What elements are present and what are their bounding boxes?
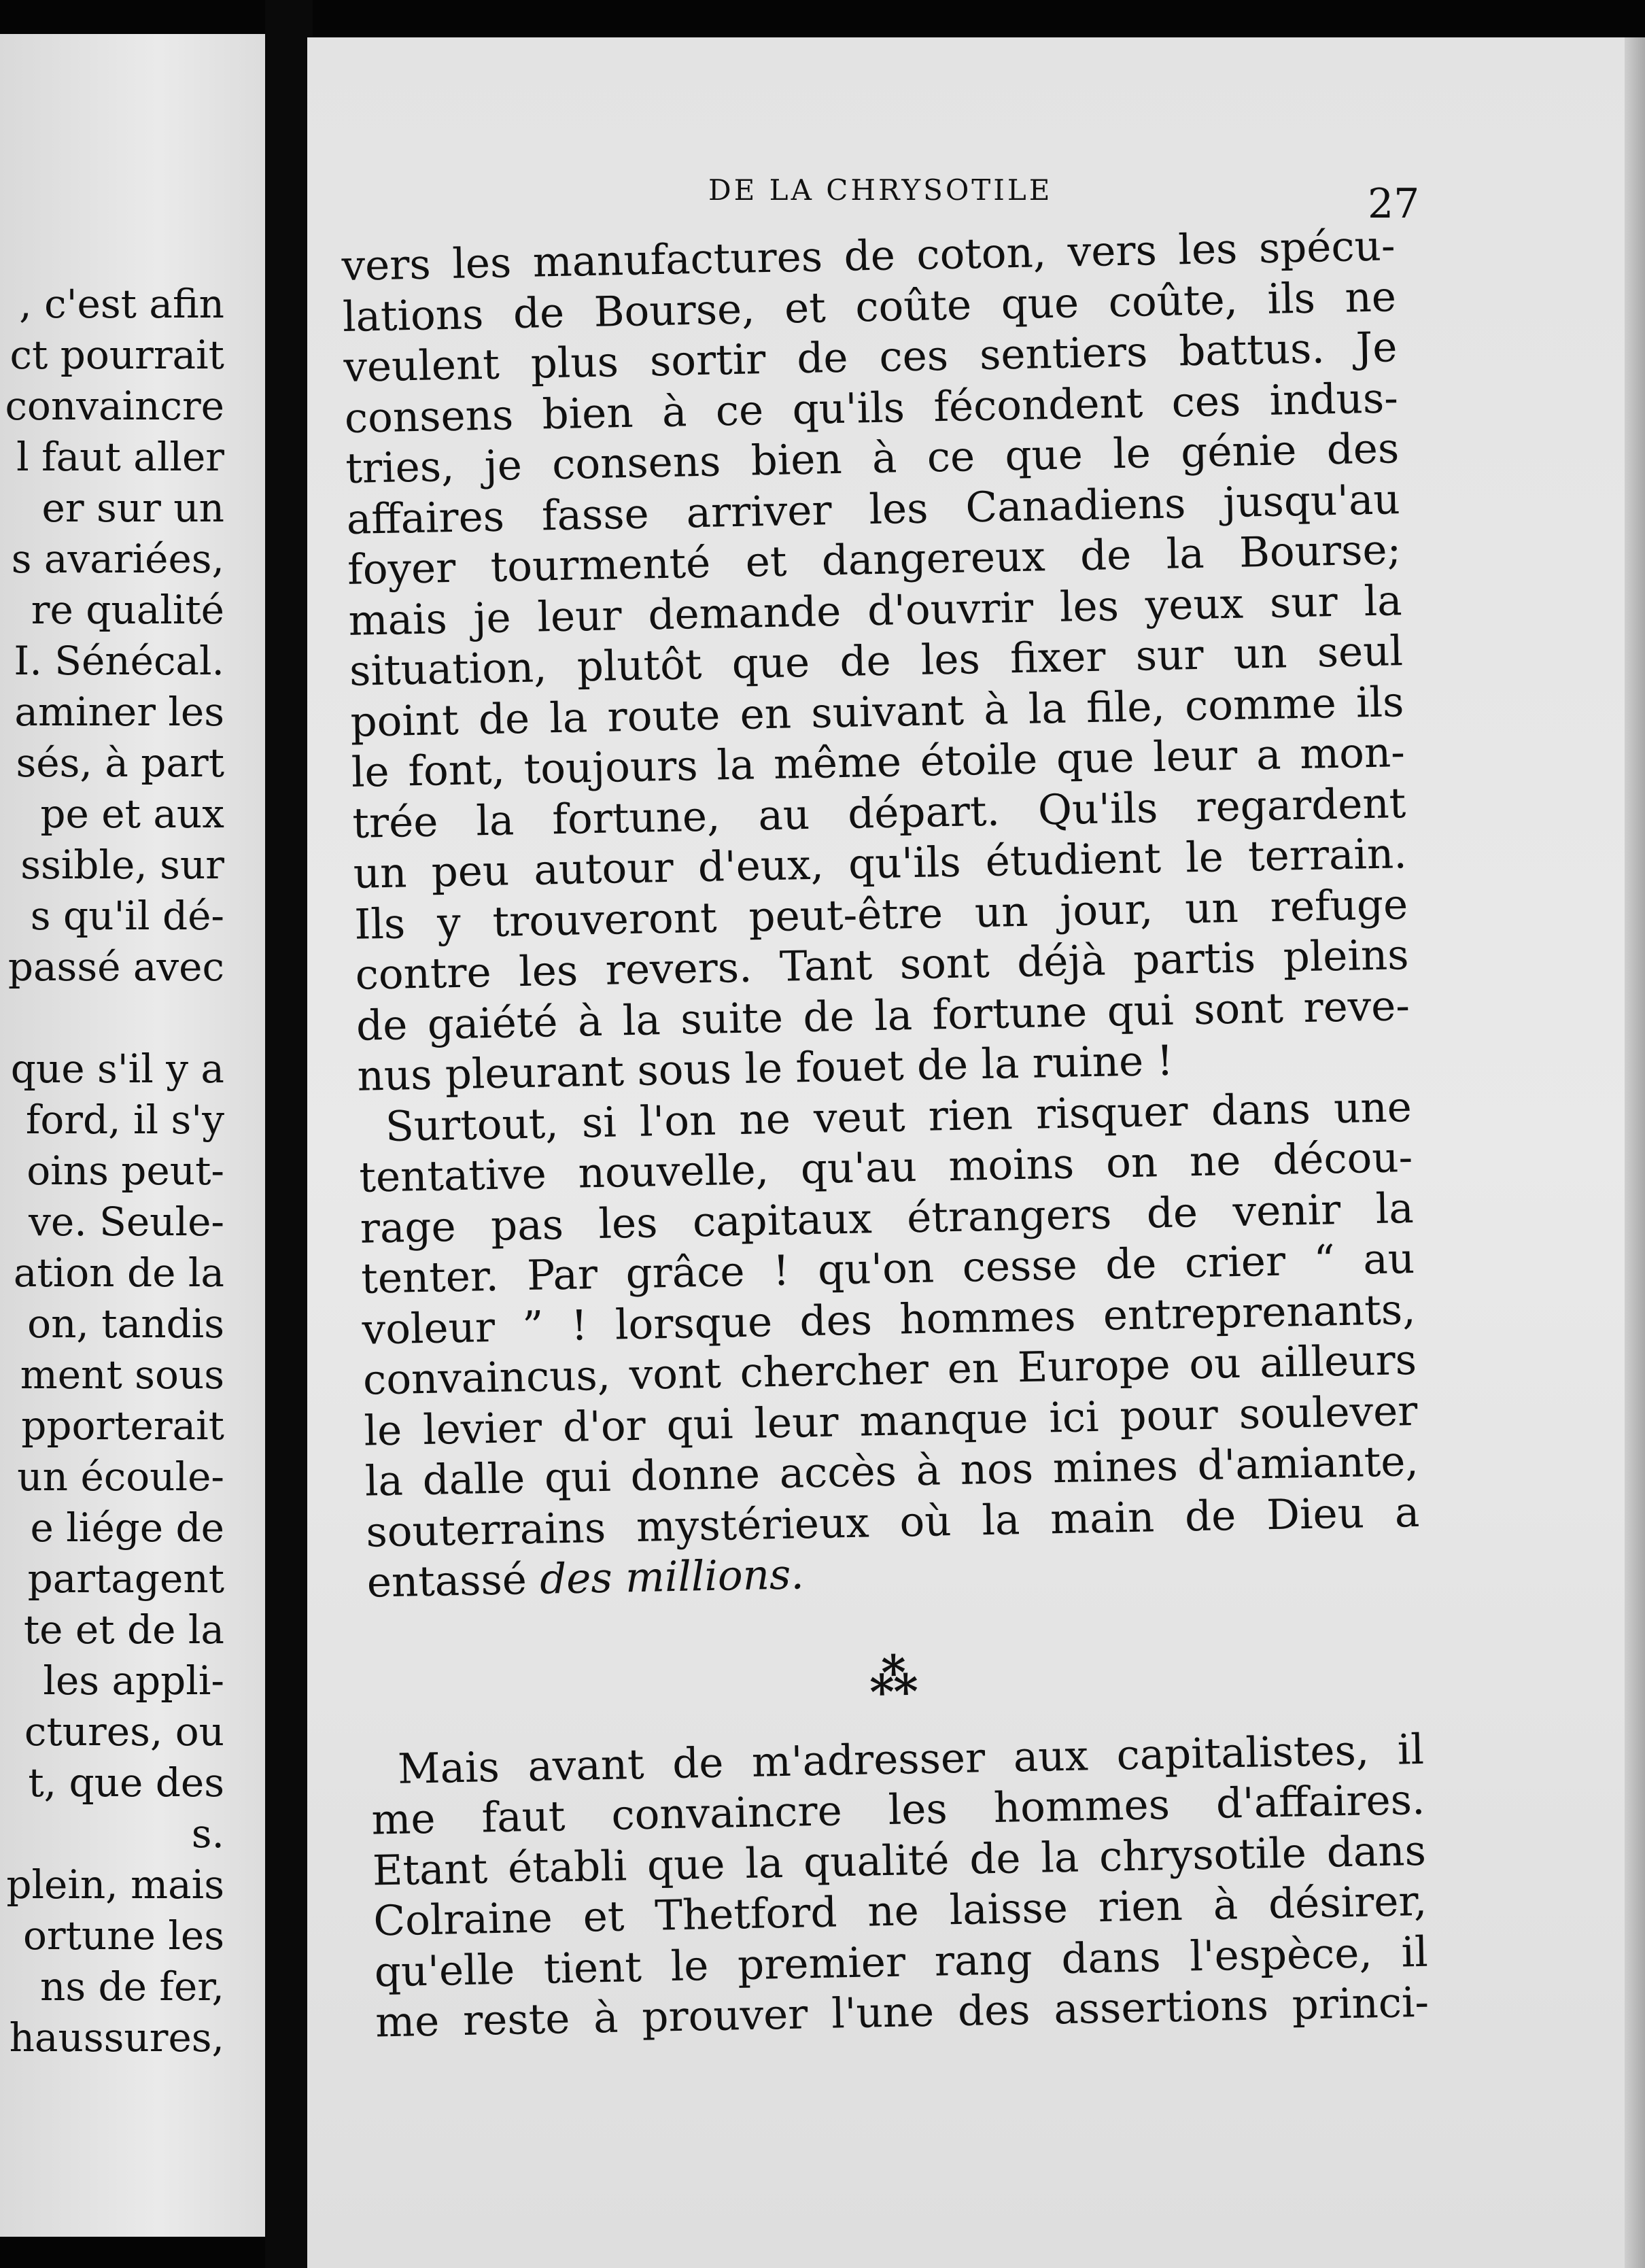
previous-page-line: haussures, (9, 2014, 224, 2061)
previous-page-line: re qualité (31, 587, 224, 633)
book-gutter (265, 0, 313, 2268)
text-line: souterrains mystérieux où la main de Dieu a (365, 1488, 1420, 1557)
text-line: vers les manufactures de coton, vers les spécu- (341, 222, 1396, 290)
text-line: qu'elle tient le premier rang dans l'espèce, il (374, 1927, 1429, 1997)
previous-page-line: e liége de (30, 1505, 224, 1551)
text-line: situation, plutôt que de les fixer sur un seul (349, 627, 1404, 695)
previous-page-line: passé avec (7, 944, 224, 990)
previous-page-line: plein, mais (6, 1861, 224, 1908)
text-line: me reste à prouver l'une des assertions princi- (375, 1978, 1430, 2047)
text-line: point de la route en suivant à la file, comme ils (349, 677, 1404, 746)
text-line: nus pleurant sous le fouet de la ruine ! (356, 1036, 1174, 1101)
text-line: tentative nouvelle, qu'au moins on ne décou- (358, 1133, 1413, 1202)
paragraph-2-last-plain: entassé (366, 1555, 540, 1607)
previous-page-line: er sur un (41, 485, 224, 531)
text-line: Etant établi que la qualité de la chrysotile dans (372, 1826, 1427, 1895)
text-line: tenter. Par grâce ! qu'on cesse de crier “ au (360, 1234, 1415, 1303)
text-line: voleur ” ! lorsque des hommes entreprenants, (362, 1285, 1417, 1354)
text-line: tries, je consens bien à ce que le génie des (345, 424, 1400, 493)
text-line: me faut convaincre les hommes d'affaires. (370, 1775, 1425, 1844)
previous-page-line: que s'il y a (10, 1046, 224, 1092)
body-text (341, 221, 1430, 2048)
text-line: le font, toujours la même étoile que leur a mon- (351, 728, 1406, 797)
previous-page-line: ctures, ou (24, 1708, 224, 1755)
paragraph-2 (358, 1082, 1420, 1558)
paragraph-2-last-italic: des millions. (539, 1550, 805, 1604)
previous-page-line: ation de la (13, 1250, 224, 1296)
previous-page-line: ct pourrait (10, 332, 224, 378)
text-line: contre les revers. Tant sont déjà partis pleins (355, 931, 1410, 999)
paragraph-3 (370, 1724, 1429, 2048)
previous-page-line: I. Sénécal. (14, 638, 224, 684)
previous-page-line: pe et aux (40, 791, 224, 837)
previous-page-line: s. (191, 1810, 224, 1857)
previous-page-line: un écoule- (17, 1454, 224, 1500)
text-line: Surtout, si l'on ne veut rien risquer dans une (385, 1082, 1413, 1151)
previous-page-line: partagent (27, 1556, 224, 1602)
running-head: DE LA CHRYSOTILE (708, 173, 1053, 207)
text-line: trée la fortune, au départ. Qu'ils regardent (351, 778, 1406, 848)
previous-page-line: ssible, sur (20, 842, 224, 888)
text-line: un peu autour d'eux, qu'ils étudient le terrain. (353, 829, 1408, 898)
asterism: ⁂ (869, 1647, 923, 1705)
previous-page-line: s qu'il dé- (30, 893, 224, 939)
page-27 (307, 37, 1645, 2268)
text-line: mais je leur demande d'ouvrir les yeux sur la (348, 576, 1403, 645)
page-edge (1625, 37, 1645, 2268)
text-line: Ils y trouveront peut-être un jour, un refuge (353, 880, 1408, 949)
previous-page-line: l faut aller (16, 434, 224, 480)
previous-page-line: ve. Seule- (29, 1199, 224, 1245)
previous-page-line: aminer les (14, 689, 224, 735)
text-line: Colraine et Thetford ne laisse rien à désirer, (373, 1876, 1427, 1946)
page-number: 27 (1368, 180, 1420, 228)
text-line: le levier d'or qui leur manque ici pour soulever (363, 1386, 1418, 1456)
previous-page-line: pporterait (21, 1403, 224, 1449)
text-line: Mais avant de m'adresser aux capitalistes, il (397, 1725, 1425, 1793)
previous-page-line: ortune les (22, 1912, 224, 1959)
text-line: consens bien à ce qu'ils fécondent ces indus- (344, 373, 1399, 443)
previous-page-line: ford, il s'y (25, 1097, 224, 1143)
previous-page-line: sés, à part (16, 740, 224, 786)
text-line: rage pas les capitaux étrangers de venir la (360, 1184, 1415, 1253)
text-line: de gaiété à la suite de la fortune qui sont reve- (356, 981, 1410, 1050)
text-line: lations de Bourse, et coûte que coûte, ils ne (342, 272, 1397, 341)
previous-page-line: t, que des (28, 1759, 224, 1806)
previous-page-line: ns de fer, (39, 1963, 224, 2010)
previous-page-line: convaincre (5, 383, 224, 429)
previous-page-line: s avariées, (11, 536, 224, 582)
text-line: veulent plus sortir de ces sentiers battus. Je (343, 323, 1398, 392)
previous-page-line: les appli- (43, 1657, 224, 1704)
previous-page-line: oins peut- (27, 1148, 224, 1194)
paragraph-1 (341, 221, 1411, 1102)
text-line: affaires fasse arriver les Canadiens jusqu'au (346, 475, 1401, 544)
previous-page-fragment (0, 34, 265, 2237)
previous-page-line: on, tandis (27, 1301, 224, 1347)
text-line: convaincus, vont chercher en Europe ou ailleurs (362, 1335, 1417, 1405)
text-line: foyer tourmenté et dangereux de la Bourse; (347, 526, 1402, 594)
previous-page-line: ment sous (20, 1352, 224, 1398)
previous-page-line: , c'est afin (19, 281, 224, 327)
previous-page-line (0, 993, 224, 1044)
text-line: la dalle qui donne accès à nos mines d'amiante, (364, 1437, 1419, 1506)
previous-page-line: te et de la (23, 1606, 224, 1653)
previous-page-text (0, 279, 224, 2063)
